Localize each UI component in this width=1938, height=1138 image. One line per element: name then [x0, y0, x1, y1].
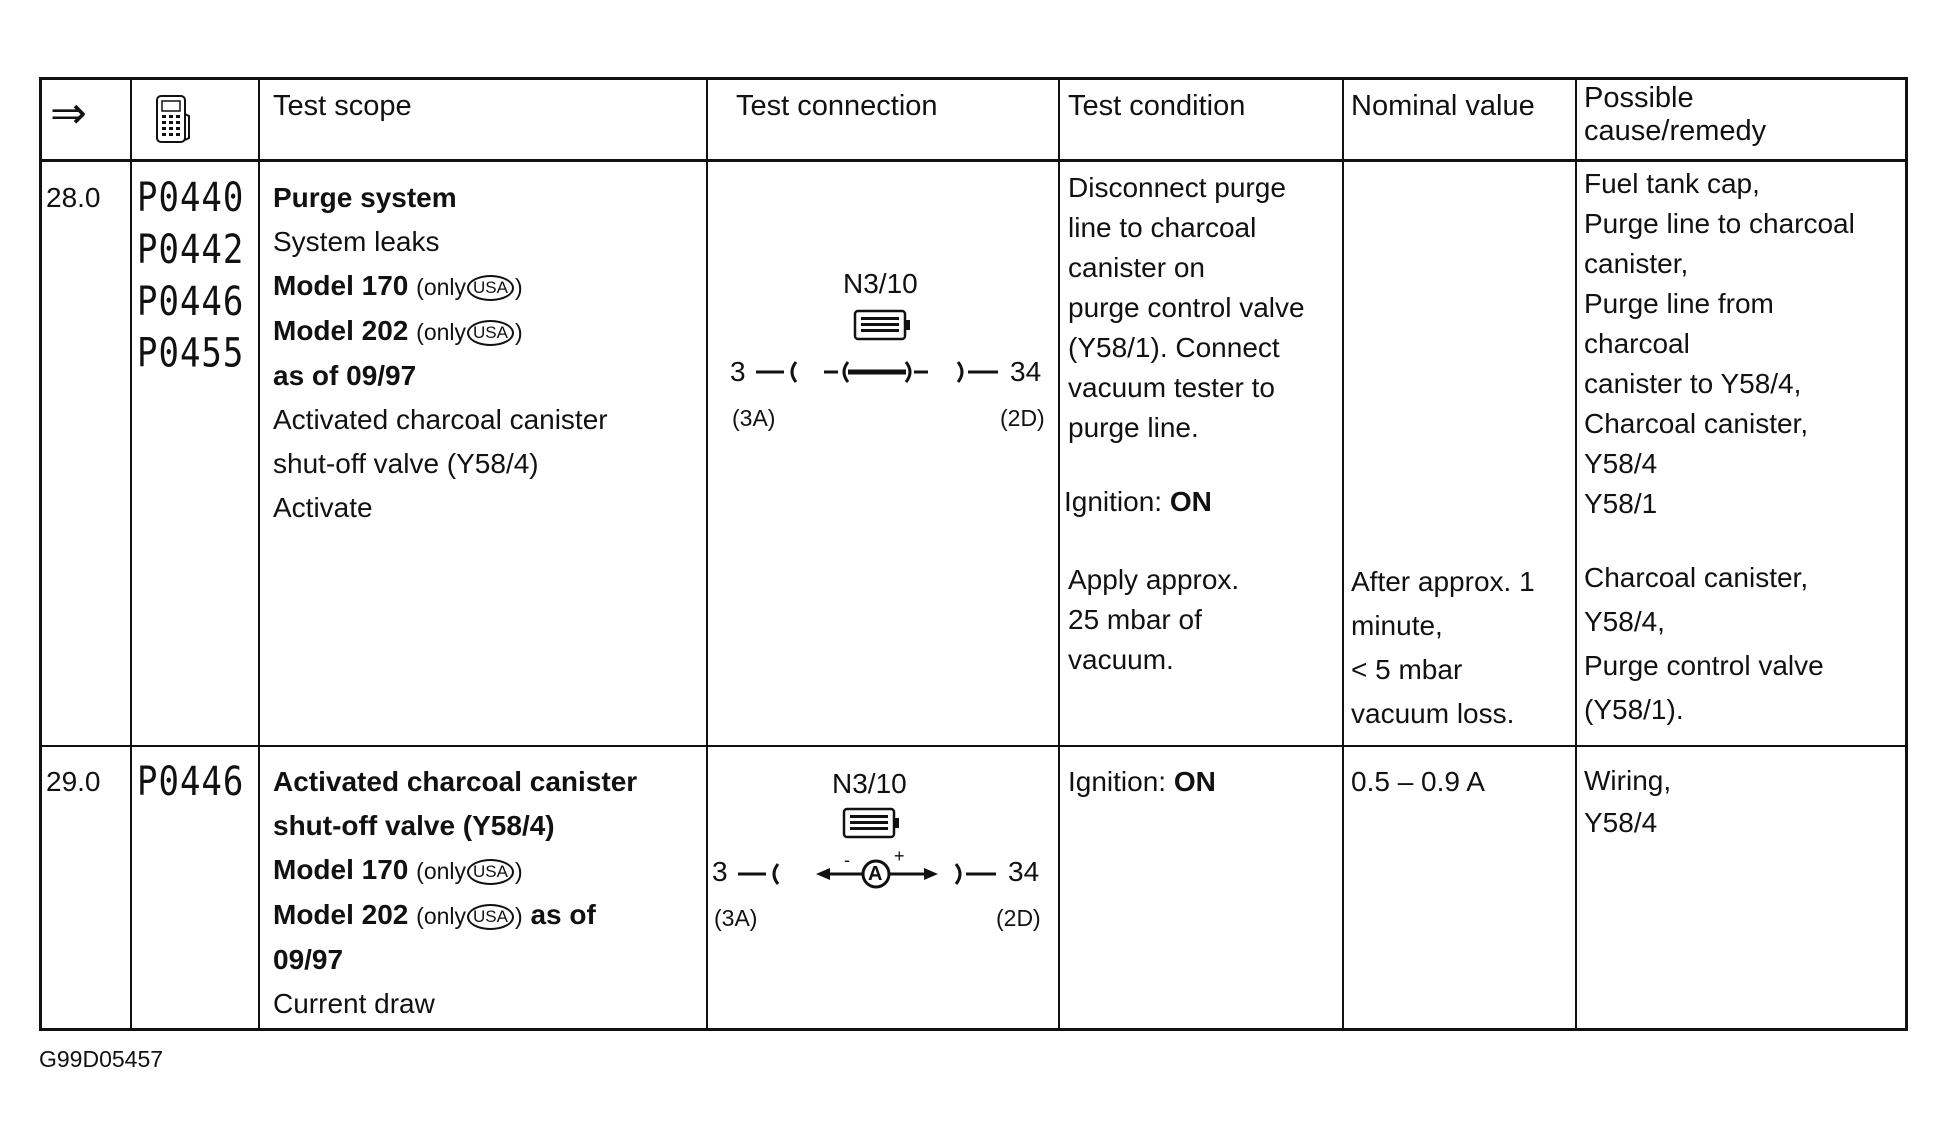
module-label: N3/10: [843, 268, 918, 299]
header-nominal-value: Nominal value: [1351, 90, 1535, 122]
test-scope-text: Purge system System leaks Model 170 (only USA ) Model 202 (only USA ) as of 09/97 Activated charcoal canister shut-off valve (Y58/4) Activate: [273, 182, 608, 523]
right-pin-sub-label: (2D): [1000, 405, 1045, 431]
usa-badge-icon: USA: [467, 859, 514, 885]
test-condition-text: Disconnect purge line to charcoal canister on purge control valve (Y58/1). Connect vacuum tester to purge line.: [1068, 172, 1305, 443]
nominal-value-text: After approx. 1 minute, < 5 mbar vacuum loss.: [1351, 566, 1535, 729]
column-divider: [706, 80, 708, 1028]
column-divider: [1575, 80, 1577, 1028]
header-possible-cause: Possible cause/remedy: [1584, 82, 1767, 147]
column-divider: [1058, 80, 1060, 1028]
column-divider: [258, 80, 260, 1028]
figure-code: G99D05457: [39, 1046, 164, 1072]
left-pin-label: 3: [730, 356, 746, 387]
ammeter-minus: -: [844, 850, 850, 870]
fault-code-list: P0440 P0442 P0446 P0455: [137, 174, 245, 378]
nominal-value-text: 0.5 – 0.9 A: [1351, 766, 1485, 797]
ammeter-label: A: [868, 863, 883, 885]
header-divider: [42, 159, 1905, 162]
header-test-connection: Test connection: [736, 90, 938, 122]
ignition-condition: Ignition: ON: [1064, 486, 1212, 517]
possible-cause-text: Wiring, Y58/4: [1584, 765, 1672, 838]
connector-box-icon: [842, 806, 902, 842]
step-number: 29.0: [46, 766, 101, 797]
usa-badge-icon: USA: [467, 275, 514, 301]
module-label: N3/10: [832, 768, 907, 799]
right-pin-sub-label: (2D): [996, 905, 1041, 931]
usa-badge-icon: USA: [467, 320, 514, 346]
header-test-condition: Test condition: [1068, 90, 1246, 122]
arrow-icon: ⇒: [50, 89, 87, 138]
possible-cause-text: Fuel tank cap, Purge line to charcoal canister, Purge line from charcoal canister to Y58/4, Charcoal canister, Y58/4 Y58/1: [1584, 168, 1855, 519]
diagnostic-tester-icon: [153, 94, 191, 146]
ammeter-plus: +: [894, 846, 905, 866]
left-pin-sub-label: (3A): [714, 905, 758, 931]
right-pin-label: 34: [1008, 856, 1040, 887]
usa-badge-icon: USA: [467, 904, 514, 930]
vacuum-condition: Apply approx. 25 mbar of vacuum.: [1068, 564, 1240, 675]
row-divider: [42, 745, 1905, 747]
possible-cause-text: Charcoal canister, Y58/4, Purge control valve (Y58/1).: [1584, 562, 1824, 725]
left-pin-label: 3: [712, 856, 728, 887]
test-scope-text: Activated charcoal canister shut-off valve (Y58/4) Model 170 (only USA ) Model 202 (only USA ) as of 09/97 Current draw: [273, 766, 638, 1019]
column-divider: [1342, 80, 1344, 1028]
connector-box-icon: [853, 308, 913, 344]
header-test-scope: Test scope: [273, 90, 412, 122]
test-cable-icon: [752, 358, 1012, 386]
right-pin-label: 34: [1010, 356, 1042, 387]
step-number: 28.0: [46, 182, 101, 213]
column-divider: [130, 80, 132, 1028]
left-pin-sub-label: (3A): [732, 405, 776, 431]
ignition-condition: Ignition: ON: [1068, 766, 1216, 797]
fault-code-list: P0446: [137, 758, 245, 806]
